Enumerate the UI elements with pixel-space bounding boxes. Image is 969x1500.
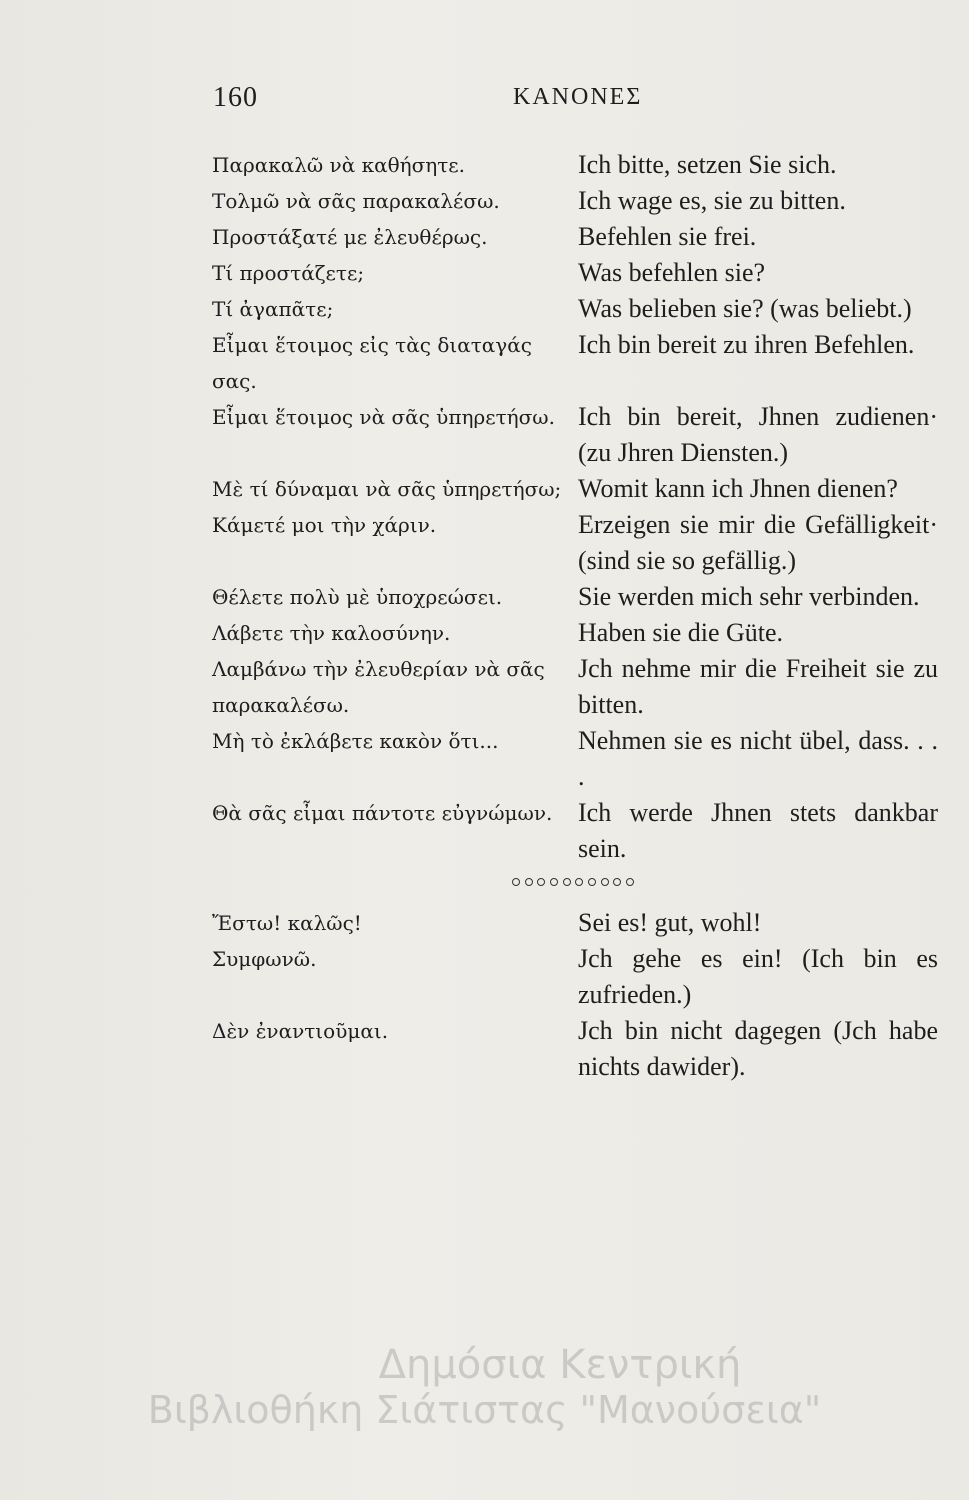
- greek-phrase: Μὲ τί δύναμαι νὰ σᾶς ὑπηρετήσω;: [212, 477, 562, 501]
- german-translation: Sei es! gut, wohl!: [578, 908, 762, 937]
- german-translation: Womit kann ich Jhnen dienen?: [578, 474, 898, 503]
- greek-phrase: Τολμῶ νὰ σᾶς παρακαλέσω.: [212, 189, 500, 213]
- greek-phrase: Τί ἀγαπᾶτε;: [212, 297, 334, 321]
- german-translation: Was befehlen sie?: [578, 258, 766, 287]
- german-translation: Jch gehe es ein! (Ich bin es zufrieden.): [578, 944, 938, 1009]
- greek-phrase: Παρακαλῶ νὰ καθήσητε.: [212, 153, 466, 177]
- greek-phrase: Θέλετε πολὺ μὲ ὑποχρεώσει.: [212, 585, 503, 609]
- phrase-entry: [212, 579, 937, 615]
- german-translation: Ich werde Jhnen stets dankbar sein.: [578, 798, 938, 863]
- greek-phrase: Εἶμαι ἕτοιμος νὰ σᾶς ὑπηρετήσω.: [212, 405, 555, 429]
- german-translation: Ich wage es, sie zu bitten.: [578, 186, 846, 215]
- german-translation: Befehlen sie frei.: [578, 222, 757, 251]
- phrase-entry: [212, 941, 937, 1013]
- library-watermark-line2: Βιβλιοθήκη Σιάτιστας "Μανούσεια": [147, 1388, 822, 1432]
- greek-phrase: Κάμετέ μοι τὴν χάριν.: [212, 513, 437, 537]
- phrase-entry: [212, 723, 937, 795]
- german-translation: Haben sie die Güte.: [578, 618, 784, 647]
- phrase-entry: [212, 651, 937, 723]
- phrase-entry: [212, 327, 937, 399]
- greek-phrase: Μὴ τὸ ἐκλάβετε κακὸν ὅτι...: [212, 729, 499, 753]
- german-translation: Sie werden mich sehr verbinden.: [578, 582, 920, 611]
- library-watermark-line1: Δημόσια Κεντρική: [378, 1342, 742, 1388]
- page-header: [213, 82, 933, 122]
- greek-phrase: Λάβετε τὴν καλοσύνην.: [212, 621, 451, 645]
- phrase-entry: [212, 507, 937, 579]
- phrase-entry: [212, 615, 937, 651]
- phrase-entry: [212, 795, 937, 867]
- phrase-list: [212, 147, 937, 1085]
- greek-phrase: Εἶμαι ἕτοιμος εἰς τὰς διαταγάς σας.: [212, 333, 532, 393]
- running-head: ΚΑΝΟΝΕΣ: [513, 84, 643, 110]
- phrase-entry: [212, 255, 937, 291]
- german-translation: Ich bin bereit, Jhnen zudienen· (zu Jhren Diensten.): [578, 402, 938, 467]
- greek-phrase: Συμφωνῶ.: [212, 947, 317, 971]
- phrase-entry: [212, 183, 937, 219]
- phrase-entry: [212, 1013, 937, 1085]
- german-translation: Jch bin nicht dagegen (Jch habe nichts dawider).: [578, 1016, 938, 1081]
- phrase-entry: [212, 399, 937, 471]
- german-translation: Erzeigen sie mir die Gefälligkeit· (sind sie so gefällig.): [578, 510, 938, 575]
- page-number: 160: [213, 82, 258, 113]
- phrase-entry: [212, 471, 937, 507]
- german-translation: Was belieben sie? (was beliebt.): [578, 294, 912, 323]
- greek-phrase: Τί προστάζετε;: [212, 261, 365, 285]
- greek-phrase: Δὲν ἐναντιοῦμαι.: [212, 1019, 389, 1043]
- greek-phrase: Προστάξατέ με ἐλευθέρως.: [212, 225, 488, 249]
- german-translation: Jch nehme mir die Freiheit sie zu bitten.: [578, 654, 938, 719]
- phrase-entry: [212, 291, 937, 327]
- greek-phrase: Ἔστω! καλῶς!: [212, 911, 362, 935]
- german-translation: Nehmen sie es nicht übel, dass. . . .: [578, 726, 938, 791]
- german-translation: Ich bin bereit zu ihren Befehlen.: [578, 330, 915, 359]
- ornamental-divider: [512, 877, 634, 887]
- phrase-entry: [212, 147, 937, 183]
- greek-phrase: Λαμβάνω τὴν ἐλευθερίαν νὰ σᾶς παρακαλέσω.: [212, 657, 545, 717]
- german-translation: Ich bitte, setzen Sie sich.: [578, 150, 837, 179]
- phrase-entry: [212, 219, 937, 255]
- phrase-entry: [212, 905, 937, 941]
- greek-phrase: Θὰ σᾶς εἶμαι πάντοτε εὐγνώμων.: [212, 801, 553, 825]
